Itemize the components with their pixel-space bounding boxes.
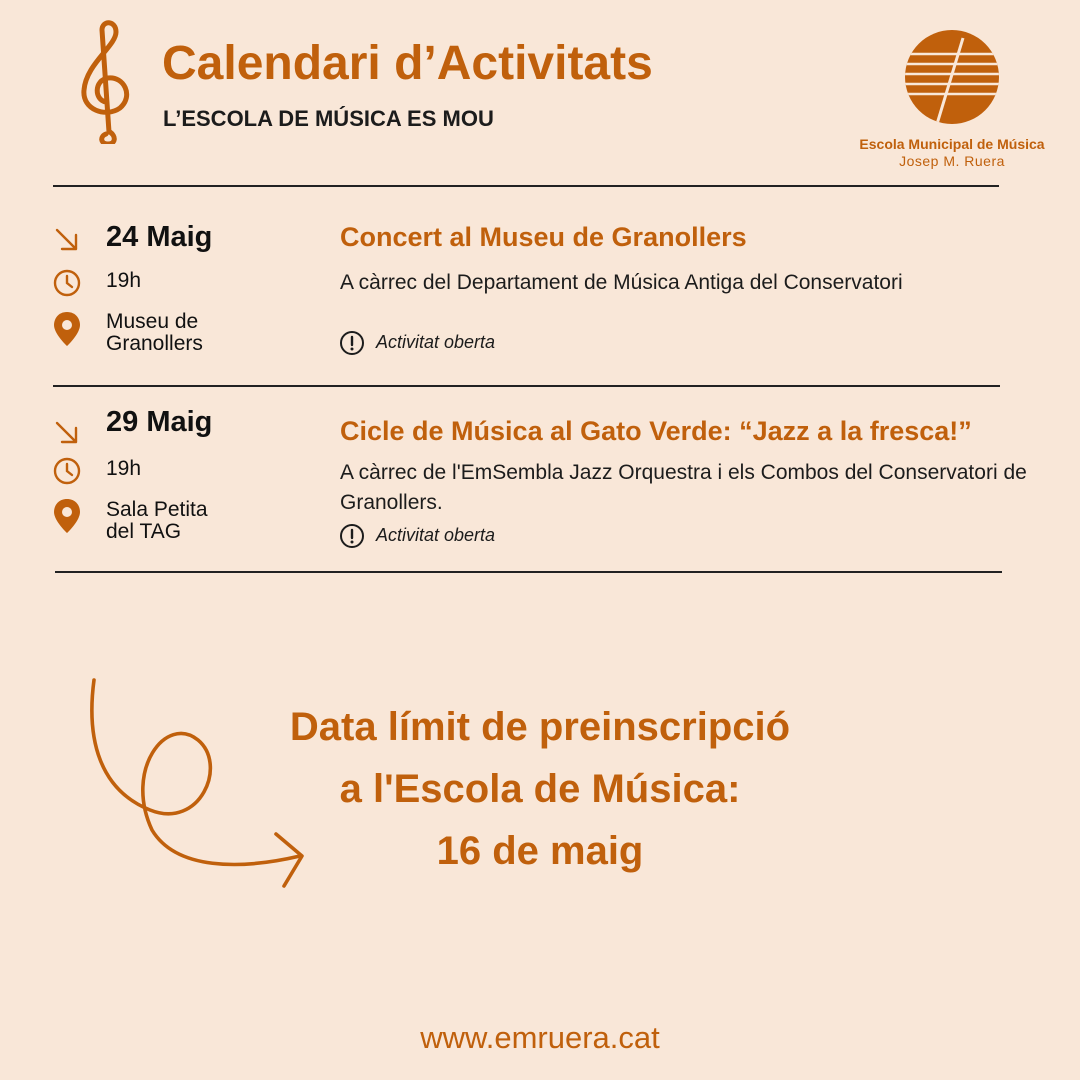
event-description: A càrrec de l'EmSembla Jazz Orquestra i els Combos del Conservatori de Granollers. <box>340 461 1027 514</box>
event-title: Concert al Museu de Granollers <box>340 222 747 252</box>
event-place-line2: Granollers <box>106 332 203 355</box>
page-subtitle: L’ESCOLA DE MÚSICA ES MOU <box>163 106 494 131</box>
info-alert-icon <box>339 523 365 549</box>
treble-clef-icon <box>76 20 140 144</box>
deadline-text <box>200 696 880 882</box>
divider <box>55 571 1002 573</box>
divider <box>53 385 1000 387</box>
event-time: 19h <box>106 457 142 480</box>
logo-name: Escola Municipal de Música <box>859 136 1045 152</box>
event-place-line1: Sala Petita <box>106 498 208 521</box>
page-title: Calendari d’Activitats <box>162 37 653 90</box>
event-badge: Activitat oberta <box>376 525 496 545</box>
arrow-down-right-icon <box>52 418 82 448</box>
event-place <box>106 311 203 355</box>
deadline-line3: 16 de maig <box>436 829 644 873</box>
logo-subname: Josep M. Ruera <box>899 153 1005 169</box>
clock-icon <box>52 456 82 486</box>
arrow-down-right-icon <box>52 225 82 255</box>
event-date: 24 Maig <box>106 221 213 253</box>
event-date: 29 Maig <box>106 406 213 438</box>
location-pin-icon <box>52 310 82 348</box>
event-place-line1: Museu de <box>106 310 199 333</box>
location-pin-icon <box>52 497 82 535</box>
school-logo-icon <box>905 30 999 124</box>
deadline-line2: a l'Escola de Música: <box>339 767 741 811</box>
website-link[interactable]: www.emruera.cat <box>420 1020 660 1055</box>
deadline-line1: Data límit de preinscripció <box>289 705 791 749</box>
event-place <box>106 499 208 543</box>
info-alert-icon <box>339 330 365 356</box>
event-description: A càrrec del Departament de Música Antiga del Conservatori <box>340 271 903 294</box>
event-place-line2: del TAG <box>106 520 182 543</box>
event-title: Cicle de Música al Gato Verde: “Jazz a la fresca!” <box>340 416 972 446</box>
clock-icon <box>52 268 82 298</box>
divider <box>53 185 999 187</box>
event-badge: Activitat oberta <box>376 332 496 352</box>
event-time: 19h <box>106 269 142 292</box>
